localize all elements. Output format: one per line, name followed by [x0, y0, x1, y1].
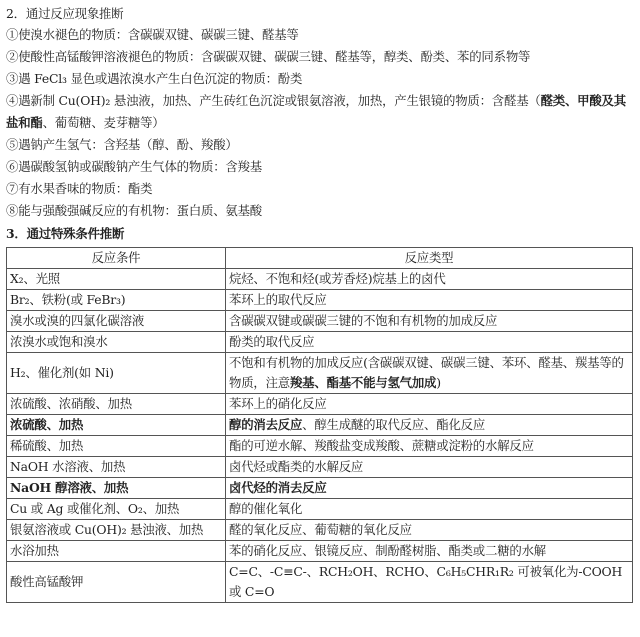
cell-condition: X₂、光照 — [7, 269, 226, 290]
cell-type-bold: 羧基、酯基不能与氢气加成 — [289, 375, 437, 390]
reaction-item-4 — [6, 90, 634, 134]
reaction-item-4-end: 、葡萄糖、麦芽糖等） — [42, 115, 165, 130]
reaction-item-6: ⑥遇碳酸氢钠或碳酸钠产生气体的物质：含羧基 — [6, 159, 263, 174]
reaction-item-4-bold: 醛类、甲酸及其盐和酯 — [6, 93, 626, 130]
section-3-title: 3．通过特殊条件推断 — [6, 226, 125, 241]
conditions-table — [6, 247, 633, 603]
table-row — [7, 394, 633, 415]
reaction-item-5: ⑤遇钠产生氢气：含羟基（醇、酚、羧酸） — [6, 137, 238, 152]
cell-type — [226, 415, 633, 436]
reaction-item-1: ①使溴水褪色的物质：含碳碳双键、碳碳三键、醛基等 — [6, 27, 299, 42]
cell-condition: 浓硫酸、浓硝酸、加热 — [7, 394, 226, 415]
cell-condition: NaOH 醇溶液、加热 — [7, 478, 226, 499]
table-row — [7, 436, 633, 457]
reaction-item-3: ③遇 FeCl₃ 显色或遇浓溴水产生白色沉淀的物质：酚类 — [6, 71, 303, 86]
table-row — [7, 520, 633, 541]
cell-condition: NaOH 水溶液、加热 — [7, 457, 226, 478]
cell-condition: Cu 或 Ag 或催化剂、O₂、加热 — [7, 499, 226, 520]
cell-condition: 银氨溶液或 Cu(OH)₂ 悬浊液、加热 — [7, 520, 226, 541]
cell-type: 苯环上的取代反应 — [226, 290, 633, 311]
cell-type: 苯环上的硝化反应 — [226, 394, 633, 415]
cell-type: 含碳碳双键或碳碳三键的不饱和有机物的加成反应 — [226, 311, 633, 332]
header-condition: 反应条件 — [7, 248, 226, 269]
cell-type: C=C、-C≡C-、RCH₂OH、RCHO、C₆H₅CHR₁R₂ 可被氧化为-COOH 或 C=O — [226, 562, 633, 603]
table-row — [7, 562, 633, 603]
section-2-title: 2．通过反应现象推断 — [6, 6, 124, 21]
reaction-item-2: ②使酸性高锰酸钾溶液褪色的物质：含碳碳双键、碳碳三键、醛基等，醇类、酚类、苯的同系物等 — [6, 49, 531, 64]
cell-type: 卤代烃的消去反应 — [226, 478, 633, 499]
cell-condition: Br₂、铁粉(或 FeBr₃) — [7, 290, 226, 311]
cell-type — [226, 353, 633, 394]
table-row — [7, 353, 633, 394]
cell-condition: 酸性高锰酸钾 — [7, 562, 226, 603]
table-row — [7, 478, 633, 499]
cell-type: 烷烃、不饱和烃(或芳香烃)烷基上的卤代 — [226, 269, 633, 290]
reaction-item-4-text: ④遇新制 Cu(OH)₂ 悬浊液，加热、产生砖红色沉淀或银氨溶液，加热，产生银镜的物质：含醛基（ — [6, 93, 541, 108]
cell-condition: 浓溴水或饱和溴水 — [7, 332, 226, 353]
table-row — [7, 499, 633, 520]
cell-type-bold: 醇的消去反应 — [229, 417, 303, 432]
header-type: 反应类型 — [226, 248, 633, 269]
reaction-item-8: ⑧能与强酸强碱反应的有机物：蛋白质、氨基酸 — [6, 203, 263, 218]
cell-type: 苯的硝化反应、银镜反应、制酚醛树脂、酯类或二糖的水解 — [226, 541, 633, 562]
table-row — [7, 290, 633, 311]
table-row — [7, 415, 633, 436]
table-row — [7, 457, 633, 478]
cell-type: 卤代烃或酯类的水解反应 — [226, 457, 633, 478]
cell-type-text: 不饱和有机物的加成反应(含碳碳双键、碳碳三键、苯环、醛基、羰基等的物质，注意 — [229, 355, 624, 390]
cell-type: 酚类的取代反应 — [226, 332, 633, 353]
cell-condition: 稀硫酸、加热 — [7, 436, 226, 457]
cell-condition: 溴水或溴的四氯化碳溶液 — [7, 311, 226, 332]
table-row — [7, 311, 633, 332]
cell-type-text: 、醇生成醚的取代反应、酯化反应 — [302, 417, 486, 432]
table-row — [7, 541, 633, 562]
table-header-row — [7, 248, 633, 269]
cell-type: 醇的催化氧化 — [226, 499, 633, 520]
cell-type: 醛的氧化反应、葡萄糖的氧化反应 — [226, 520, 633, 541]
cell-type-end: ) — [436, 375, 441, 390]
cell-type: 酯的可逆水解、羧酸盐变成羧酸、蔗糖或淀粉的水解反应 — [226, 436, 633, 457]
cell-condition: H₂、催化剂(如 Ni) — [7, 353, 226, 394]
reaction-item-7: ⑦有水果香味的物质：酯类 — [6, 181, 153, 196]
table-row — [7, 269, 633, 290]
table-row — [7, 332, 633, 353]
cell-condition: 浓硫酸、加热 — [7, 415, 226, 436]
cell-condition: 水浴加热 — [7, 541, 226, 562]
